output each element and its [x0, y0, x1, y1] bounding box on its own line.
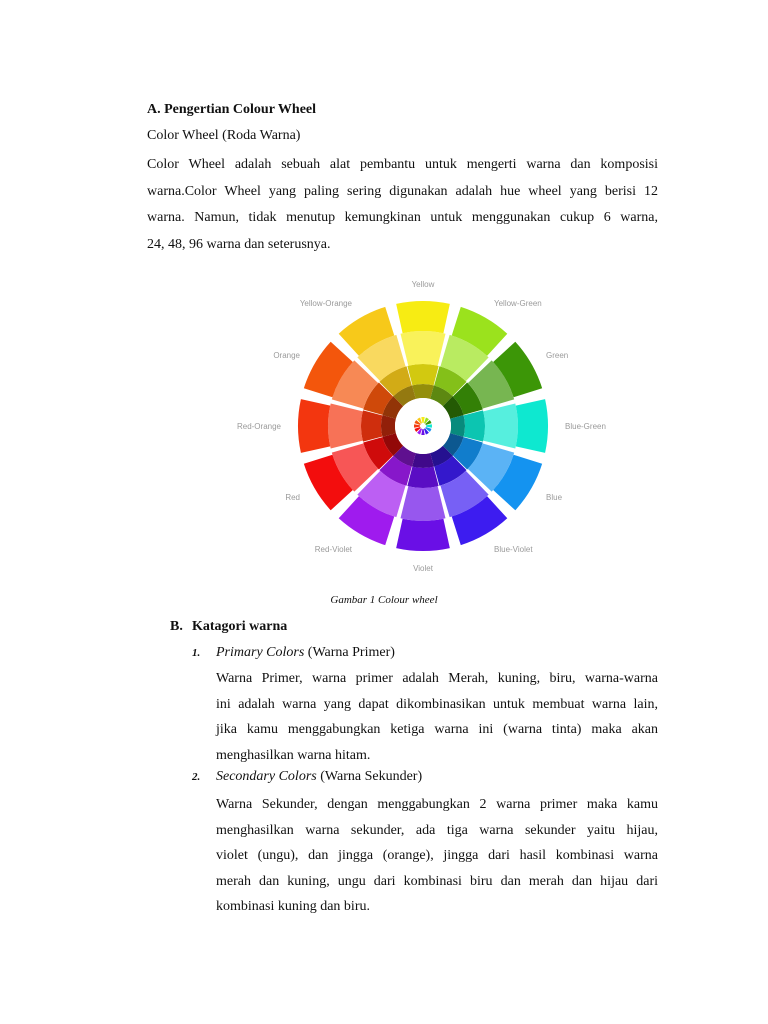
- body-line: menghasilkan warna hitam.: [216, 747, 371, 763]
- body-line: Warna Primer, warna primer adalah Merah, kuning, biru, warna-warna: [216, 671, 658, 686]
- item-1-title: [192, 645, 395, 661]
- item-2-body: [216, 792, 658, 920]
- wheel-segment-blue-green-ring-3: [483, 404, 518, 449]
- body-line: menghasilkan warna sekunder, ada tiga warna sekunder yaitu hijau,: [216, 822, 658, 838]
- wheel-segment-blue-green-ring-4: [516, 399, 548, 453]
- colour-wheel-figure: [223, 274, 623, 579]
- wheel-label: Blue-Violet: [494, 545, 533, 554]
- paragraph-line: warna. Namun, tidak menutup kemungkinan untuk menggunakan cukup 6 warna,: [147, 210, 658, 225]
- wheel-segment-yellow-ring-1: [412, 384, 434, 399]
- wheel-segment-violet-ring-1: [412, 453, 434, 468]
- item-number: 1.: [192, 647, 201, 659]
- item-1-body: [216, 666, 658, 768]
- section-b-label: B.: [170, 619, 183, 634]
- wheel-label: Violet: [413, 564, 433, 573]
- section-a-paragraph: [147, 152, 658, 258]
- paragraph-line: Color Wheel adalah sebuah alat pembantu untuk mengerti warna dan komposisi: [147, 157, 658, 172]
- wheel-segment-red-orange-ring-3: [328, 404, 363, 449]
- wheel-segment-violet-ring-3: [401, 486, 446, 521]
- wheel-segment-red-orange-ring-1: [381, 415, 396, 437]
- wheel-segment-blue-green-ring-2: [464, 410, 485, 441]
- wheel-segment-violet-ring-2: [407, 467, 438, 488]
- wheel-segment-red-orange-ring-2: [361, 410, 382, 441]
- wheel-segment-yellow-ring-4: [396, 301, 450, 333]
- wheel-segment-violet-ring-4: [396, 519, 450, 551]
- item-title-italic: Primary Colors: [216, 645, 305, 660]
- section-b-title: Katagori warna: [192, 619, 288, 634]
- body-line: Warna Sekunder, dengan menggabungkan 2 warna primer maka kamu: [216, 797, 658, 812]
- paragraph-line: 24, 48, 96 warna dan seterusnya.: [147, 236, 331, 252]
- body-line: kombinasi kuning dan biru.: [216, 899, 370, 914]
- item-title-rest: (Warna Primer): [304, 645, 395, 660]
- paragraph-line: warna.Color Wheel yang paling sering digunakan adalah hue wheel yang berisi 12: [147, 183, 658, 199]
- body-line: jika kamu menggabungkan ketiga warna ini (warna tinta) maka akan: [216, 722, 658, 737]
- wheel-label: Red-Violet: [314, 545, 352, 554]
- body-line: merah dan kuning, ungu dari kombinasi biru dan merah dan hijau dari: [216, 873, 658, 889]
- body-line: violet (ungu), dan jingga (orange), jingga dari hasil kombinasi warna: [216, 848, 658, 863]
- wheel-label: Green: [546, 351, 569, 360]
- wheel-label: Blue: [546, 493, 563, 502]
- wheel-segment-yellow-ring-3: [401, 331, 446, 366]
- wheel-label: Yellow-Green: [494, 299, 542, 308]
- item-number: 2.: [192, 771, 201, 783]
- wheel-label: Yellow: [411, 280, 435, 289]
- figure-caption: Gambar 1 Colour wheel: [330, 594, 438, 606]
- wheel-label: Yellow-Orange: [299, 299, 352, 308]
- wheel-label: Red: [285, 493, 300, 502]
- wheel-label: Red-Orange: [236, 422, 281, 431]
- body-line: ini adalah warna yang dapat dikombinasikan untuk membuat warna lain,: [216, 696, 658, 712]
- section-a-heading: A. Pengertian Colour Wheel: [147, 102, 317, 117]
- item-2-title: [192, 769, 422, 785]
- wheel-label: Blue-Green: [565, 422, 606, 431]
- wheel-label: Orange: [273, 351, 300, 360]
- wheel-segment-yellow-ring-2: [407, 364, 438, 385]
- item-title-rest: (Warna Sekunder): [316, 769, 423, 784]
- section-a-subtitle: Color Wheel (Roda Warna): [147, 128, 301, 143]
- item-title-italic: Secondary Colors: [216, 769, 317, 784]
- wheel-segment-blue-green-ring-1: [450, 415, 465, 437]
- wheel-center: [395, 398, 451, 454]
- wheel-segment-red-orange-ring-4: [298, 399, 330, 453]
- section-b-heading: [170, 619, 287, 635]
